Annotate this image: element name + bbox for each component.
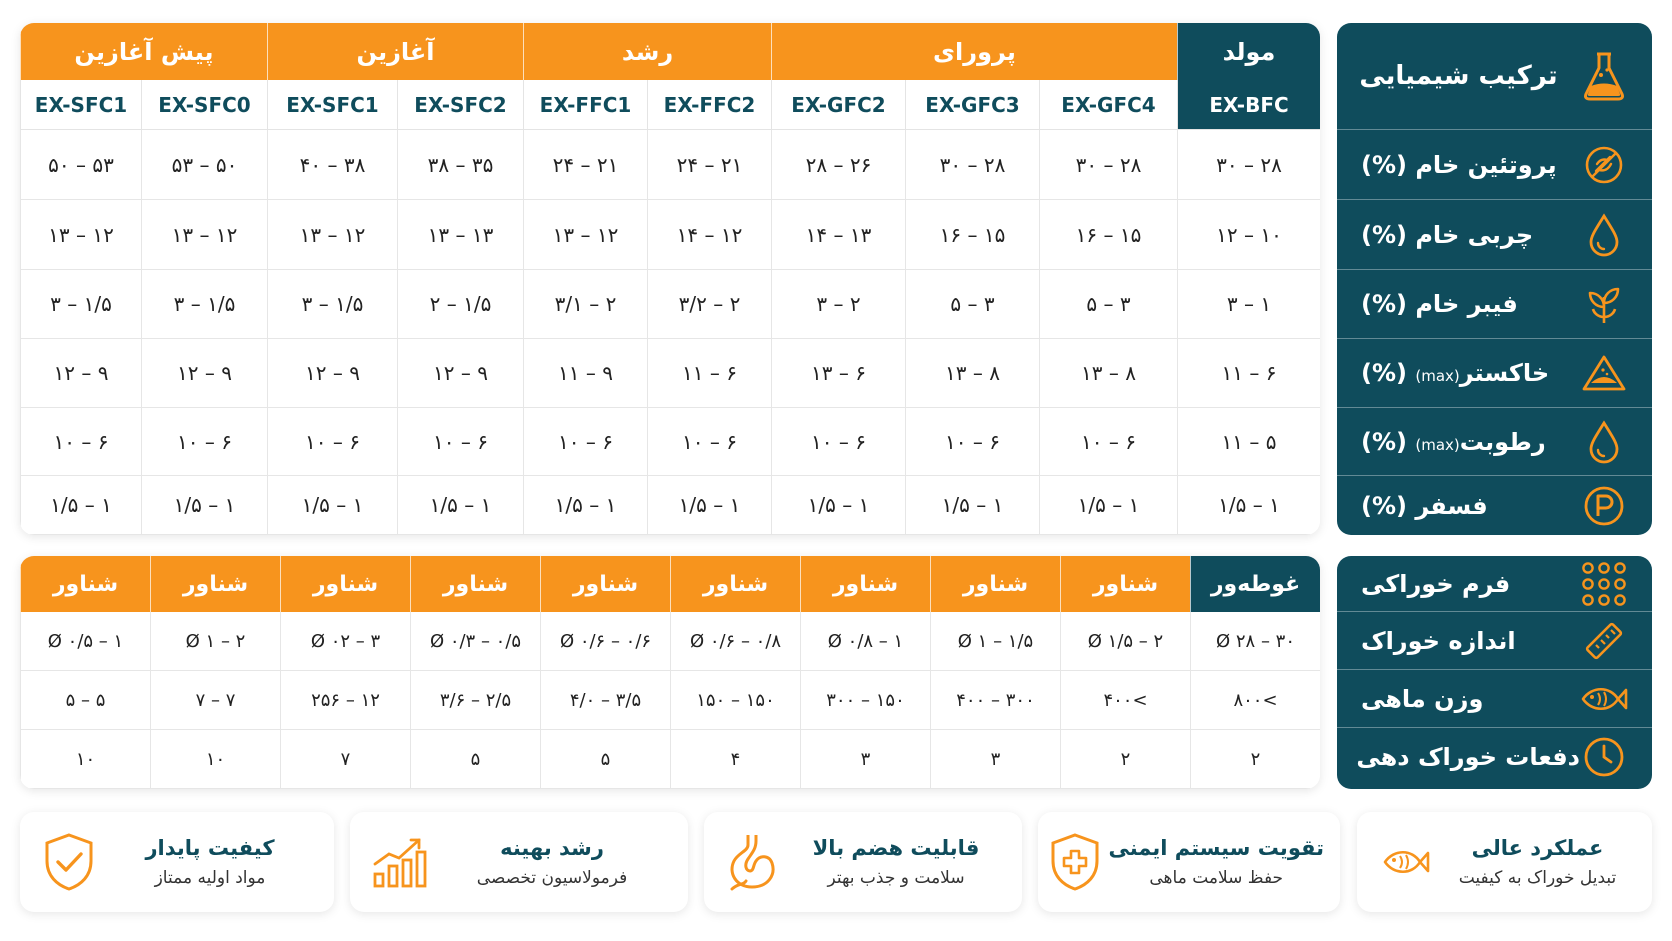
group-header: آغازین bbox=[267, 23, 523, 80]
clock-icon bbox=[1580, 733, 1628, 781]
value-cell: ۱ – ۱/۵ bbox=[267, 476, 397, 535]
feed-spec-cell: ۲ bbox=[1060, 730, 1190, 789]
feed-spec-cell: ۵ – ۵ bbox=[20, 671, 150, 730]
value-cell: ۱۲ – ۱۴ bbox=[647, 200, 771, 270]
feed-spec-cell: Ø ۰/۶ – ۰/۸ bbox=[670, 612, 800, 671]
value-cell: ۹ – ۱۲ bbox=[267, 339, 397, 408]
value-cell: ۱۲ – ۱۳ bbox=[20, 200, 141, 270]
feature-subtitle: سلامت و جذب بهتر bbox=[827, 868, 965, 888]
product-code: EX-GFC4 bbox=[1039, 80, 1177, 130]
feature-title: عملکرد عالی bbox=[1471, 836, 1604, 860]
value-cell: ۳۵ – ۳۸ bbox=[397, 130, 523, 200]
feed-spec-row-label bbox=[1337, 728, 1652, 786]
group-header: پیش آغازین bbox=[20, 23, 267, 80]
value-cell: ۸ – ۱۳ bbox=[1039, 339, 1177, 408]
fish-icon bbox=[1580, 675, 1628, 723]
feed-form-cell: شناور bbox=[150, 556, 280, 612]
value-cell: ۱۵ – ۱۶ bbox=[905, 200, 1039, 270]
value-cell: ۱/۵ – ۳ bbox=[267, 270, 397, 339]
ruler-icon bbox=[1580, 617, 1628, 665]
value-cell: ۶ – ۱۰ bbox=[771, 408, 905, 476]
row-label-name: خاکستر bbox=[1459, 359, 1550, 387]
shield-check-icon bbox=[36, 829, 102, 895]
value-cell: ۶ – ۱۰ bbox=[905, 408, 1039, 476]
ash-pile-icon bbox=[1580, 349, 1628, 397]
value-cell: ۱ – ۳ bbox=[1177, 270, 1320, 339]
feed-form-cell: شناور bbox=[800, 556, 930, 612]
value-cell: ۶ – ۱۳ bbox=[771, 339, 905, 408]
value-cell: ۳ – ۵ bbox=[905, 270, 1039, 339]
feed-spec-row-label bbox=[1337, 670, 1652, 728]
value-cell: ۱ – ۱/۵ bbox=[523, 476, 647, 535]
feed-form-cell: غوطه‌ور bbox=[1190, 556, 1320, 612]
row-label-text: فرم خوراکی bbox=[1361, 569, 1511, 598]
feed-spec-cell: ۱۵۰ – ۱۵۰ bbox=[670, 671, 800, 730]
value-cell: ۶ – ۱۰ bbox=[1039, 408, 1177, 476]
feature-card bbox=[1038, 812, 1340, 912]
composition-row-label bbox=[1337, 200, 1652, 270]
row-label-text: وزن ماهی bbox=[1361, 684, 1484, 713]
row-label-text: دفعات خوراک دهی bbox=[1356, 743, 1580, 771]
value-cell: ۱۳ – ۱۴ bbox=[771, 200, 905, 270]
product-code: EX-SFC1 bbox=[20, 80, 141, 130]
feed-spec-cell: ۲/۵ – ۳/۶ bbox=[410, 671, 540, 730]
feature-title: تقویت سیستم ایمنی bbox=[1108, 836, 1324, 860]
value-cell: ۲۸ – ۳۰ bbox=[905, 130, 1039, 200]
composition-row-label bbox=[1337, 476, 1652, 535]
row-label-unit: (%) bbox=[1361, 220, 1416, 249]
feed-spec-cell: Ø ۰۲ – ۳ bbox=[280, 612, 410, 671]
feed-spec-row-label bbox=[1337, 612, 1652, 670]
row-label-name: فیبر خام bbox=[1415, 290, 1518, 318]
value-cell: ۲۱ – ۲۴ bbox=[523, 130, 647, 200]
feed-spec-cell: Ø ۱ – ۱/۵ bbox=[930, 612, 1060, 671]
row-label-text: اندازه خوراک bbox=[1361, 626, 1516, 655]
feed-spec-cell: ۲ bbox=[1190, 730, 1320, 789]
value-cell: ۲۱ – ۲۴ bbox=[647, 130, 771, 200]
value-cell: ۱۲ – ۱۳ bbox=[267, 200, 397, 270]
feed-spec-cell: Ø ۲۸ – ۳۰ bbox=[1190, 612, 1320, 671]
value-cell: ۵ – ۱۱ bbox=[1177, 408, 1320, 476]
feed-form-cell: شناور bbox=[930, 556, 1060, 612]
feed-spec-cell: Ø ۰/۶ – ۰/۶ bbox=[540, 612, 670, 671]
feed-spec-cell: Ø ۰/۳ – ۰/۵ bbox=[410, 612, 540, 671]
value-cell: ۱ – ۱/۵ bbox=[771, 476, 905, 535]
value-cell: ۹ – ۱۲ bbox=[141, 339, 267, 408]
value-cell: ۵۳ – ۵۰ bbox=[20, 130, 141, 200]
protein-icon bbox=[1580, 141, 1628, 189]
value-cell: ۲۸ – ۳۰ bbox=[1039, 130, 1177, 200]
feed-spec-cell: ۳۰۰ – ۴۰۰ bbox=[930, 671, 1060, 730]
value-cell: ۱ – ۱/۵ bbox=[141, 476, 267, 535]
value-cell: ۳ – ۵ bbox=[1039, 270, 1177, 339]
shield-plus-icon bbox=[1042, 829, 1108, 895]
value-cell: ۱ – ۱/۵ bbox=[397, 476, 523, 535]
row-label-unit: (%) bbox=[1361, 491, 1416, 520]
feed-spec-row-label bbox=[1337, 556, 1652, 612]
growth-chart-icon bbox=[366, 829, 432, 895]
feed-spec-label-panel bbox=[1337, 556, 1652, 789]
feature-subtitle: مواد اولیه ممتاز bbox=[154, 868, 266, 888]
feature-card bbox=[350, 812, 688, 912]
feature-title: کیفیت پایدار bbox=[145, 836, 275, 860]
value-cell: ۸ – ۱۳ bbox=[905, 339, 1039, 408]
feed-form-cell: شناور bbox=[670, 556, 800, 612]
value-cell: ۱ – ۱/۵ bbox=[905, 476, 1039, 535]
row-label-unit: (%) bbox=[1361, 359, 1416, 387]
row-label-text bbox=[1337, 151, 1580, 179]
row-label-qualifier: (max) bbox=[1415, 367, 1460, 385]
row-label-text bbox=[1337, 290, 1580, 318]
feed-spec-cell: Ø ۰/۵ – ۱ bbox=[20, 612, 150, 671]
group-header: مولد bbox=[1177, 23, 1320, 80]
feed-spec-cell: ۱۰ bbox=[150, 730, 280, 789]
row-label-qualifier: (max) bbox=[1415, 435, 1460, 454]
product-code: EX-BFC bbox=[1177, 80, 1320, 130]
row-label-name: چربی خام bbox=[1415, 220, 1534, 249]
feed-spec-cell: ۱۵۰ – ۳۰۰ bbox=[800, 671, 930, 730]
group-header: پرورای bbox=[771, 23, 1177, 80]
composition-row-label bbox=[1337, 270, 1652, 339]
feed-form-cell: شناور bbox=[1060, 556, 1190, 612]
row-label-text bbox=[1337, 221, 1580, 249]
row-label-name: رطوبت bbox=[1459, 427, 1546, 456]
feature-subtitle: تبدیل خوراک به کیفیت bbox=[1458, 868, 1617, 888]
sprout-icon bbox=[1580, 280, 1628, 328]
feature-title: رشد بهینه bbox=[500, 836, 604, 860]
feature-card bbox=[1357, 812, 1652, 912]
flask-icon bbox=[1580, 52, 1628, 100]
oil-drop-icon bbox=[1580, 211, 1628, 259]
feature-texts bbox=[786, 836, 1006, 888]
value-cell: ۱۰ – ۱۲ bbox=[1177, 200, 1320, 270]
feed-spec-cell: ۳ bbox=[800, 730, 930, 789]
value-cell: ۱۲ – ۱۳ bbox=[523, 200, 647, 270]
feed-spec-cell: >۴۰۰ bbox=[1060, 671, 1190, 730]
composition-grid bbox=[20, 23, 1320, 535]
stomach-icon bbox=[720, 829, 786, 895]
feed-spec-cell: ۷ bbox=[280, 730, 410, 789]
composition-row-label bbox=[1337, 408, 1652, 476]
feed-form-cell: شناور bbox=[540, 556, 670, 612]
feed-spec-cell: ۴ bbox=[670, 730, 800, 789]
row-label-name: پروتئین خام bbox=[1415, 150, 1557, 179]
composition-label-panel bbox=[1337, 23, 1652, 535]
value-cell: ۶ – ۱۰ bbox=[20, 408, 141, 476]
value-cell: ۵۰ – ۵۳ bbox=[141, 130, 267, 200]
value-cell: ۱ – ۱/۵ bbox=[1039, 476, 1177, 535]
feature-card bbox=[20, 812, 334, 912]
composition-row-label bbox=[1337, 130, 1652, 200]
feed-spec-cell: ۱۲ – ۲۵۶ bbox=[280, 671, 410, 730]
value-cell: ۱۵ – ۱۶ bbox=[1039, 200, 1177, 270]
feature-texts bbox=[1439, 836, 1636, 888]
value-cell: ۶ – ۱۱ bbox=[647, 339, 771, 408]
feed-spec-cell: ۵ bbox=[540, 730, 670, 789]
value-cell: ۱/۵ – ۳ bbox=[20, 270, 141, 339]
row-label-text bbox=[1337, 359, 1580, 387]
value-cell: ۲ – ۳/۲ bbox=[647, 270, 771, 339]
product-code: EX-FFC1 bbox=[523, 80, 647, 130]
product-code: EX-SFC0 bbox=[141, 80, 267, 130]
water-drop-icon bbox=[1580, 418, 1628, 466]
composition-table bbox=[20, 23, 1320, 535]
value-cell: ۱ – ۱/۵ bbox=[647, 476, 771, 535]
value-cell: ۶ – ۱۰ bbox=[141, 408, 267, 476]
feature-subtitle: فرمولاسیون تخصصی bbox=[476, 868, 628, 888]
feature-texts bbox=[102, 836, 318, 888]
value-cell: ۲ – ۳ bbox=[771, 270, 905, 339]
feature-subtitle: حفظ سلامت ماهی bbox=[1149, 868, 1284, 888]
feed-spec-cell: Ø ۱/۵ – ۲ bbox=[1060, 612, 1190, 671]
value-cell: ۱ – ۱/۵ bbox=[1177, 476, 1320, 535]
row-label-text bbox=[1337, 428, 1580, 456]
feature-texts bbox=[1108, 836, 1324, 888]
value-cell: ۶ – ۱۰ bbox=[397, 408, 523, 476]
value-cell: ۱/۵ – ۲ bbox=[397, 270, 523, 339]
pellets-icon bbox=[1580, 560, 1628, 608]
value-cell: ۹ – ۱۱ bbox=[523, 339, 647, 408]
feature-card bbox=[704, 812, 1022, 912]
row-label-unit: (%) bbox=[1361, 150, 1416, 179]
feed-form-cell: شناور bbox=[20, 556, 150, 612]
feed-spec-cell: Ø ۰/۸ – ۱ bbox=[800, 612, 930, 671]
feed-spec-cell: Ø ۱ – ۲ bbox=[150, 612, 280, 671]
composition-header bbox=[1337, 23, 1652, 130]
value-cell: ۳۸ – ۴۰ bbox=[267, 130, 397, 200]
product-code: EX-SFC1 bbox=[267, 80, 397, 130]
value-cell: ۹ – ۱۲ bbox=[20, 339, 141, 408]
value-cell: ۲۸ – ۳۰ bbox=[1177, 130, 1320, 200]
feed-spec-table bbox=[20, 556, 1320, 789]
product-code: EX-SFC2 bbox=[397, 80, 523, 130]
value-cell: ۶ – ۱۱ bbox=[1177, 339, 1320, 408]
value-cell: ۱۲ – ۱۳ bbox=[141, 200, 267, 270]
value-cell: ۹ – ۱۲ bbox=[397, 339, 523, 408]
value-cell: ۱/۵ – ۳ bbox=[141, 270, 267, 339]
feature-texts bbox=[432, 836, 672, 888]
feed-form-cell: شناور bbox=[280, 556, 410, 612]
feed-spec-grid bbox=[20, 556, 1320, 789]
feed-spec-cell: ۳/۵ – ۴/۰ bbox=[540, 671, 670, 730]
fish-icon bbox=[1373, 829, 1439, 895]
composition-header-label: ترکیب شیمیایی bbox=[1359, 61, 1558, 91]
product-code: EX-GFC2 bbox=[771, 80, 905, 130]
value-cell: ۲۶ – ۲۸ bbox=[771, 130, 905, 200]
value-cell: ۱۳ – ۱۳ bbox=[397, 200, 523, 270]
value-cell: ۲ – ۳/۱ bbox=[523, 270, 647, 339]
feed-spec-cell: ۵ bbox=[410, 730, 540, 789]
value-cell: ۶ – ۱۰ bbox=[647, 408, 771, 476]
feature-title: قابلیت هضم بالا bbox=[812, 836, 980, 860]
product-code: EX-GFC3 bbox=[905, 80, 1039, 130]
feed-form-cell: شناور bbox=[410, 556, 540, 612]
value-cell: ۶ – ۱۰ bbox=[267, 408, 397, 476]
feed-spec-cell: ۳ bbox=[930, 730, 1060, 789]
feed-spec-cell: ۷ – ۷ bbox=[150, 671, 280, 730]
composition-row-label bbox=[1337, 339, 1652, 408]
phosphorus-icon bbox=[1580, 482, 1628, 530]
product-code: EX-FFC2 bbox=[647, 80, 771, 130]
row-label-text bbox=[1337, 492, 1580, 520]
row-label-unit: (%) bbox=[1361, 290, 1416, 318]
group-header: رشد bbox=[523, 23, 771, 80]
feed-spec-cell: ۱۰ bbox=[20, 730, 150, 789]
value-cell: ۶ – ۱۰ bbox=[523, 408, 647, 476]
feed-spec-cell: >۸۰۰ bbox=[1190, 671, 1320, 730]
row-label-name: فسفر bbox=[1415, 491, 1488, 520]
value-cell: ۱ – ۱/۵ bbox=[20, 476, 141, 535]
row-label-unit: (%) bbox=[1361, 427, 1416, 456]
